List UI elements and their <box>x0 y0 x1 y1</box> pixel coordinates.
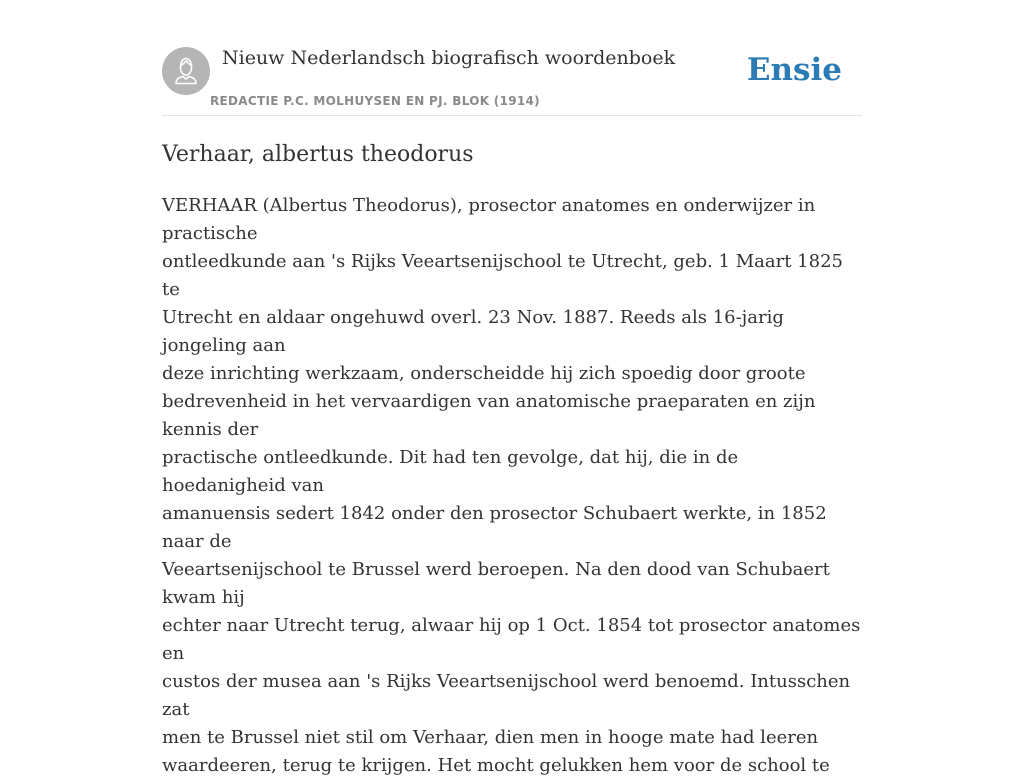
entry-body-line: deze inrichting werkzaam, onderscheidde hij zich spoedig door groote <box>162 363 806 384</box>
ensie-logo-link[interactable]: Ensie <box>746 52 842 88</box>
entry-body-line: bedrevenheid in het vervaardigen van anatomische praeparaten en zijn kennis der <box>162 391 816 440</box>
header <box>162 0 862 116</box>
entry-body-line: VERHAAR (Albertus Theodorus), prosector anatomes en onderwijzer in practische <box>162 195 816 244</box>
book-editors: REDACTIE P.C. MOLHUYSEN EN PJ. BLOK (1914) <box>210 94 540 108</box>
entry-body-line: Utrecht en aldaar ongehuwd overl. 23 Nov. 1887. Reeds als 16-jarig jongeling aan <box>162 307 784 356</box>
entry-body-line: echter naar Utrecht terug, alwaar hij op 1 Oct. 1854 tot prosector anatomes en <box>162 615 861 664</box>
entry-body-line: Veeartsenijschool te Brussel werd beroepen. Na den dood van Schubaert kwam hij <box>162 559 830 608</box>
entry-body-line: waardeeren, terug te krijgen. Het mocht gelukken hem voor de school te <box>162 755 830 776</box>
user-silhouette-icon <box>162 47 210 95</box>
entry-body-line: men te Brussel niet stil om Verhaar, dien men in hooge mate had leeren <box>162 727 819 748</box>
avatar[interactable] <box>162 47 210 95</box>
entry-body-line: custos der musea aan 's Rijks Veeartsenijschool werd benoemd. Intusschen zat <box>162 671 851 720</box>
entry-body <box>162 192 862 780</box>
entry-body-line: practische ontleedkunde. Dit had ten gevolge, dat hij, die in de hoedanigheid van <box>162 447 739 496</box>
entry-body-line: ontleedkunde aan 's Rijks Veeartsenijschool te Utrecht, geb. 1 Maart 1825 te <box>162 251 843 300</box>
entry-title: Verhaar, albertus theodorus <box>162 142 474 167</box>
entry-body-line: amanuensis sedert 1842 onder den prosector Schubaert werkte, in 1852 naar de <box>162 503 827 552</box>
book-title[interactable]: Nieuw Nederlandsch biografisch woordenboek <box>222 47 676 69</box>
